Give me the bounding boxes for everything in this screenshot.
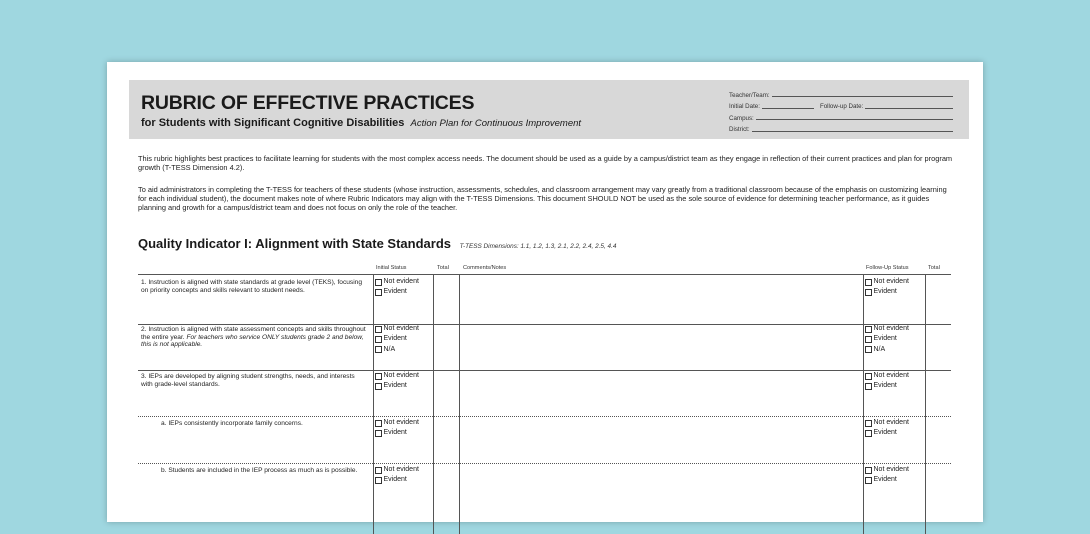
evident-checkbox[interactable] — [375, 381, 419, 391]
not-evident-checkbox[interactable] — [375, 418, 419, 428]
evident-label: Evident — [873, 288, 897, 296]
district-line — [752, 131, 953, 132]
table-row — [141, 373, 366, 388]
evident-label: Evident — [873, 382, 897, 390]
followup-status-options — [865, 418, 909, 439]
row-text: 2. Instruction is aligned with state assessment concepts and skills throughout the entire year. — [141, 326, 366, 341]
row-divider-dotted — [138, 416, 951, 417]
col-header-comments: Comments/Notes — [463, 265, 507, 271]
not-evident-label: Not evident — [383, 372, 419, 380]
page-subtitle — [141, 117, 581, 129]
not-evident-checkbox[interactable] — [865, 277, 909, 287]
table-row — [141, 279, 366, 294]
quality-indicator-heading — [138, 236, 616, 251]
table-row — [141, 326, 366, 349]
checkbox-icon[interactable] — [865, 289, 872, 296]
table-row — [161, 467, 369, 475]
col-divider — [373, 274, 374, 534]
evident-label: Evident — [873, 476, 897, 484]
not-evident-label: Not evident — [873, 419, 909, 427]
checkbox-icon[interactable] — [865, 326, 872, 333]
not-evident-label: Not evident — [873, 466, 909, 474]
campus-label: Campus: — [729, 114, 754, 122]
quality-indicator-title: Quality Indicator I: Alignment with State Standards — [138, 236, 451, 251]
evident-label: Evident — [873, 335, 897, 343]
not-evident-label: Not evident — [873, 278, 909, 286]
checkbox-icon[interactable] — [375, 336, 382, 343]
not-evident-label: Not evident — [383, 419, 419, 427]
not-evident-label: Not evident — [383, 325, 419, 333]
checkbox-icon[interactable] — [865, 279, 872, 286]
not-evident-label: Not evident — [873, 372, 909, 380]
not-evident-checkbox[interactable] — [375, 277, 419, 287]
col-header-total: Total — [437, 265, 449, 271]
checkbox-icon[interactable] — [865, 430, 872, 437]
followup-status-options — [865, 465, 909, 486]
row-divider-dotted — [138, 463, 951, 464]
initial-status-options — [375, 277, 419, 298]
checkbox-icon[interactable] — [865, 467, 872, 474]
checkbox-icon[interactable] — [865, 420, 872, 427]
initial-status-options — [375, 324, 419, 355]
col-divider — [863, 274, 864, 534]
followup-date-label: Follow-up Date: — [819, 103, 864, 110]
col-divider — [433, 274, 434, 534]
teacher-team-label: Teacher/Team: — [729, 91, 770, 99]
evident-checkbox[interactable] — [375, 334, 419, 344]
table-row — [161, 420, 369, 428]
col-header-total-2: Total — [928, 265, 940, 271]
evident-label: Evident — [873, 429, 897, 437]
header-fields — [729, 87, 953, 133]
row-note: For teachers who service ONLY students grade 2 and below, this is not applicable. — [141, 333, 364, 349]
evident-checkbox[interactable] — [375, 475, 419, 485]
evident-label: Evident — [383, 382, 407, 390]
initial-status-options — [375, 371, 419, 392]
checkbox-icon[interactable] — [375, 467, 382, 474]
district-field[interactable] — [729, 122, 953, 134]
na-label: N/A — [383, 345, 396, 353]
not-evident-checkbox[interactable] — [375, 324, 419, 334]
checkbox-icon[interactable] — [865, 477, 872, 484]
page-title: RUBRIC OF EFFECTIVE PRACTICES — [141, 92, 475, 114]
na-checkbox[interactable] — [865, 345, 909, 355]
checkbox-icon[interactable] — [375, 279, 382, 286]
col-divider — [925, 274, 926, 534]
checkbox-icon[interactable] — [375, 289, 382, 296]
col-header-initial-status: Initial Status — [376, 265, 407, 271]
evident-checkbox[interactable] — [375, 428, 419, 438]
checkbox-icon[interactable] — [375, 326, 382, 333]
initial-date-line[interactable] — [762, 108, 814, 109]
table-top-rule — [138, 274, 951, 275]
evident-label: Evident — [383, 476, 407, 484]
checkbox-icon[interactable] — [375, 477, 382, 484]
not-evident-checkbox[interactable] — [865, 465, 909, 475]
evident-checkbox[interactable] — [865, 428, 909, 438]
not-evident-label: Not evident — [383, 278, 419, 286]
evident-label: Evident — [383, 429, 407, 437]
na-label: N/A — [873, 345, 886, 353]
not-evident-checkbox[interactable] — [865, 418, 909, 428]
not-evident-checkbox[interactable] — [865, 324, 909, 334]
row-text: a. IEPs consistently incorporate family concerns. — [161, 420, 303, 427]
row-divider — [138, 370, 951, 371]
row-text: 1. Instruction is aligned with state standards at grade level (TEKS), focusing on priority concepts and skills relevant to student needs. — [141, 279, 363, 294]
row-text: 3. IEPs are developed by aligning student strengths, needs, and interests with grade-level standards. — [141, 373, 355, 388]
checkbox-icon[interactable] — [375, 346, 382, 353]
date-fields — [729, 99, 953, 111]
evident-checkbox[interactable] — [865, 287, 909, 297]
evident-label: Evident — [383, 288, 407, 296]
campus-field[interactable] — [729, 110, 953, 122]
not-evident-checkbox[interactable] — [865, 371, 909, 381]
header-band — [129, 80, 969, 139]
checkbox-icon[interactable] — [865, 373, 872, 380]
checkbox-icon[interactable] — [375, 373, 382, 380]
evident-checkbox[interactable] — [865, 334, 909, 344]
document-page — [107, 62, 983, 522]
initial-date-label: Initial Date: — [729, 103, 760, 110]
checkbox-icon[interactable] — [865, 346, 872, 353]
intro-paragraph-1: This rubric highlights best practices to facilitate learning for students with the most complex access needs. The document should be used as a guide by a campus/district team as they engage in reflection of their current practices and plan for program growth (T-TESS Dimension 4.2). — [138, 154, 953, 173]
checkbox-icon[interactable] — [375, 430, 382, 437]
followup-status-options — [865, 324, 909, 355]
not-evident-checkbox[interactable] — [375, 465, 419, 475]
followup-status-options — [865, 277, 909, 298]
initial-status-options — [375, 418, 419, 439]
checkbox-icon[interactable] — [375, 383, 382, 390]
col-divider — [459, 274, 460, 534]
subtitle-italic: Action Plan for Continuous Improvement — [410, 118, 582, 129]
intro-paragraph-2: To aid administrators in completing the T-TESS for teachers of these students (whose instruction, assessments, schedules, and classroom arrangement may vary greatly from a traditional classroom because of the emphasis on customizing learning for each individual student), the document makes note of where Rubric Indicators may align with the T-TESS Dimensions. This document SHOULD NOT be used as the sole source of evidence for determining teacher performance, as it guides planning and growth for a campus/district team and does not focus on only the role of the teacher. — [138, 185, 947, 213]
evident-label: Evident — [383, 335, 407, 343]
na-checkbox[interactable] — [375, 345, 419, 355]
followup-date-line[interactable] — [865, 108, 953, 109]
evident-checkbox[interactable] — [375, 287, 419, 297]
teacher-team-line — [772, 96, 953, 97]
followup-status-options — [865, 371, 909, 392]
checkbox-icon[interactable] — [375, 420, 382, 427]
quality-indicator-dimensions: T-TESS Dimensions: 1.1, 1.2, 1.3, 2.1, 2.2, 2.4, 2.5, 4.4 — [459, 243, 617, 250]
subtitle-main: for Students with Significant Cognitive Disabilities — [141, 117, 405, 129]
not-evident-checkbox[interactable] — [375, 371, 419, 381]
not-evident-label: Not evident — [383, 466, 419, 474]
row-text: b. Students are included in the IEP process as much as is possible. — [161, 467, 358, 474]
initial-status-options — [375, 465, 419, 486]
not-evident-label: Not evident — [873, 325, 909, 333]
row-divider — [138, 324, 951, 325]
evident-checkbox[interactable] — [865, 381, 909, 391]
district-label: District: — [729, 126, 750, 133]
campus-line — [756, 119, 953, 120]
checkbox-icon[interactable] — [865, 383, 872, 390]
evident-checkbox[interactable] — [865, 475, 909, 485]
checkbox-icon[interactable] — [865, 336, 872, 343]
col-header-followup-status: Follow-Up Status — [866, 265, 909, 271]
teacher-team-field[interactable] — [729, 87, 953, 99]
